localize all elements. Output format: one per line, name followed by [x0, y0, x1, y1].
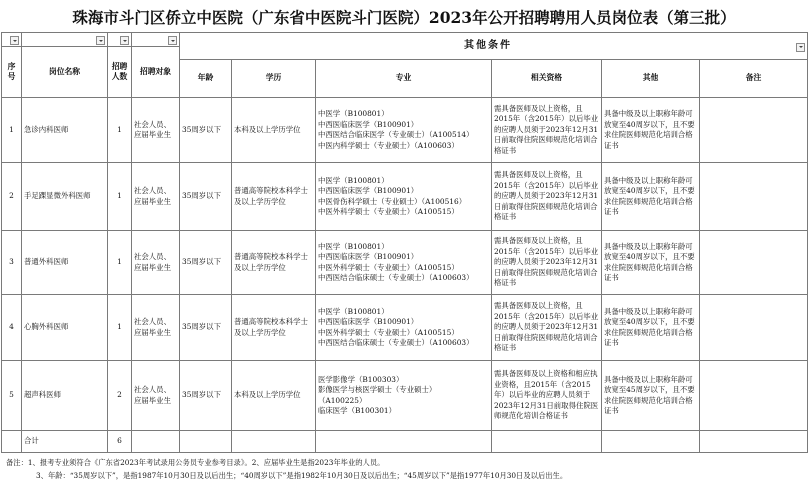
cell-count: 2 — [108, 361, 132, 431]
cell-education: 本科及以上学历学位 — [232, 361, 316, 431]
footnotes — [6, 456, 806, 482]
filter-dropdown-icon[interactable] — [96, 36, 105, 45]
cell-major: 中医学（B100801） 中西医临床医学（B100901） 中西医结合临床医学（专业硕士）（A100514） 中医内科学硕士（专业硕士）（A100603） — [316, 98, 492, 163]
cell-other: 具备中级及以上职称年龄可放宽至40周岁以下，且不要求住院医师规范化培训合格证书 — [602, 163, 700, 231]
cell-count: 1 — [108, 163, 132, 231]
cell-target: 社会人员、应届毕业生 — [132, 98, 180, 163]
cell-remark — [700, 98, 808, 163]
cell-target: 社会人员、应届毕业生 — [132, 231, 180, 295]
cell-major: 中医学（B100801） 中西医临床医学（B100901） 中医外科学硕士（专业硕士）（A100515） 中西医结合临床硕士（专业硕士）（A100603） — [316, 295, 492, 361]
header-education: 学历 — [232, 60, 316, 98]
cell-age: 35周岁以下 — [180, 295, 232, 361]
cell-seq: 5 — [2, 361, 22, 431]
table-row — [2, 98, 808, 163]
cell-seq: 2 — [2, 163, 22, 231]
cell-major: 中医学（B100801） 中西医临床医学（B100901） 中医外科学硕士（专业硕士）（A100515） 中西医结合临床硕士（专业硕士）（A100603） — [316, 231, 492, 295]
cell-qualification: 需具备医师及以上资格，且2015年（含2015年）以后毕业的应聘人员须于2023年12月31日前取得住院医师规范化培训合格证书 — [492, 295, 602, 361]
recruitment-table — [1, 32, 808, 453]
cell-major: 医学影像学（B100303） 影像医学与核医学硕士（专业硕士） （A100225） 临床医学（B100301） — [316, 361, 492, 431]
cell-qualification: 需具备医师及以上资格，且2015年（含2015年）以后毕业的应聘人员须于2023年12月31日前取得住院医师规范化培训合格证书 — [492, 231, 602, 295]
header-major: 专业 — [316, 60, 492, 98]
filter-cell-count — [108, 33, 132, 47]
cell-remark — [700, 295, 808, 361]
cell-post: 急诊内科医师 — [22, 98, 108, 163]
table-row — [2, 295, 808, 361]
cell-target: 社会人员、应届毕业生 — [132, 163, 180, 231]
total-label: 合计 — [22, 431, 108, 453]
cell-age: 35周岁以下 — [180, 231, 232, 295]
cell-empty — [132, 431, 180, 453]
total-row — [2, 431, 808, 453]
table-row — [2, 361, 808, 431]
header-qualification: 相关资格 — [492, 60, 602, 98]
filter-dropdown-icon[interactable] — [796, 43, 805, 52]
cell-empty — [2, 431, 22, 453]
cell-target: 社会人员、应届毕业生 — [132, 361, 180, 431]
cell-empty — [492, 431, 602, 453]
filter-dropdown-icon[interactable] — [168, 36, 177, 45]
cell-qualification: 需具备医师及以上资格，且2015年（含2015年）以后毕业的应聘人员须于2023年12月31日前取得住院医师规范化培训合格证书 — [492, 98, 602, 163]
cell-empty — [700, 431, 808, 453]
cell-other: 具备中级及以上职称年龄可放宽至40周岁以下，且不要求住院医师规范化培训合格证书 — [602, 98, 700, 163]
cell-empty — [316, 431, 492, 453]
cell-remark — [700, 231, 808, 295]
header-target: 招聘对象 — [132, 47, 180, 98]
cell-post: 手足踝显微外科医师 — [22, 163, 108, 231]
cell-empty — [602, 431, 700, 453]
group-header-label: 其他条件 — [464, 39, 513, 51]
header-age: 年龄 — [180, 60, 232, 98]
cell-other: 具备中级及以上职称年龄可放宽至40周岁以下，且不要求住院医师规范化培训合格证书 — [602, 231, 700, 295]
header-remark: 备注 — [700, 60, 808, 98]
cell-seq: 4 — [2, 295, 22, 361]
cell-seq: 3 — [2, 231, 22, 295]
cell-education: 普通高等院校本科学士及以上学历学位 — [232, 231, 316, 295]
cell-age: 35周岁以下 — [180, 361, 232, 431]
cell-remark — [700, 163, 808, 231]
header-other: 其他 — [602, 60, 700, 98]
cell-qualification: 需具备医师及以上资格和相应执业资格，且2015年（含2015年）以后毕业的应聘人员须于2023年12月31日前取得住院医师规范化培训合格证书 — [492, 361, 602, 431]
filter-dropdown-icon[interactable] — [10, 36, 19, 45]
header-count: 招聘人数 — [108, 47, 132, 98]
cell-seq: 1 — [2, 98, 22, 163]
cell-major: 中医学（B100801） 中西医临床医学（B100901） 中医骨伤科学硕士（专业硕士）（A100516） 中医外科学硕士（专业硕士）（A100515） — [316, 163, 492, 231]
footnote-line-1: 备注：1、报考专业须符合《广东省2023年考试录用公务员专业参考目录》。2、应届毕业生是指2023年毕业的人员。 — [6, 458, 385, 467]
footnote-line-2: 3、年龄：“35周岁以下”，是指1987年10月30日及以后出生；“40周岁以下”是指1982年10月30日及以后出生；“45周岁以下”是指1977年10月30日及以后出生。 — [36, 471, 568, 480]
filter-cell-target — [132, 33, 180, 47]
filter-cell-seq — [2, 33, 22, 47]
cell-education: 普通高等院校本科学士及以上学历学位 — [232, 163, 316, 231]
header-seq: 序号 — [2, 47, 22, 98]
cell-remark — [700, 361, 808, 431]
total-count: 6 — [108, 431, 132, 453]
cell-age: 35周岁以下 — [180, 163, 232, 231]
filter-cell-post — [22, 33, 108, 47]
cell-age: 35周岁以下 — [180, 98, 232, 163]
cell-post: 心胸外科医师 — [22, 295, 108, 361]
cell-target: 社会人员、应届毕业生 — [132, 295, 180, 361]
cell-education: 普通高等院校本科学士及以上学历学位 — [232, 295, 316, 361]
table-row — [2, 163, 808, 231]
filter-dropdown-icon[interactable] — [120, 36, 129, 45]
cell-other: 具备中级及以上职称年龄可放宽至40周岁以下，且不要求住院医师规范化培训合格证书 — [602, 295, 700, 361]
filter-row — [2, 33, 808, 47]
table-row — [2, 231, 808, 295]
cell-empty — [180, 431, 232, 453]
cell-post: 超声科医师 — [22, 361, 108, 431]
group-header-other-conditions — [180, 33, 808, 60]
page-title: 珠海市斗门区侨立中医院（广东省中医院斗门医院）2023年公开招聘聘用人员岗位表（第三批） — [72, 8, 736, 27]
cell-count: 1 — [108, 98, 132, 163]
cell-other: 具备中级及以上职称年龄可放宽至45周岁以下，且不要求住院医师规范化培训合格证书 — [602, 361, 700, 431]
cell-qualification: 需具备医师及以上资格，且2015年（含2015年）以后毕业的应聘人员须于2023年12月31日前取得住院医师规范化培训合格证书 — [492, 163, 602, 231]
cell-count: 1 — [108, 295, 132, 361]
cell-post: 普通外科医师 — [22, 231, 108, 295]
header-post-name: 岗位名称 — [22, 47, 108, 98]
cell-count: 1 — [108, 231, 132, 295]
cell-empty — [232, 431, 316, 453]
cell-education: 本科及以上学历学位 — [232, 98, 316, 163]
